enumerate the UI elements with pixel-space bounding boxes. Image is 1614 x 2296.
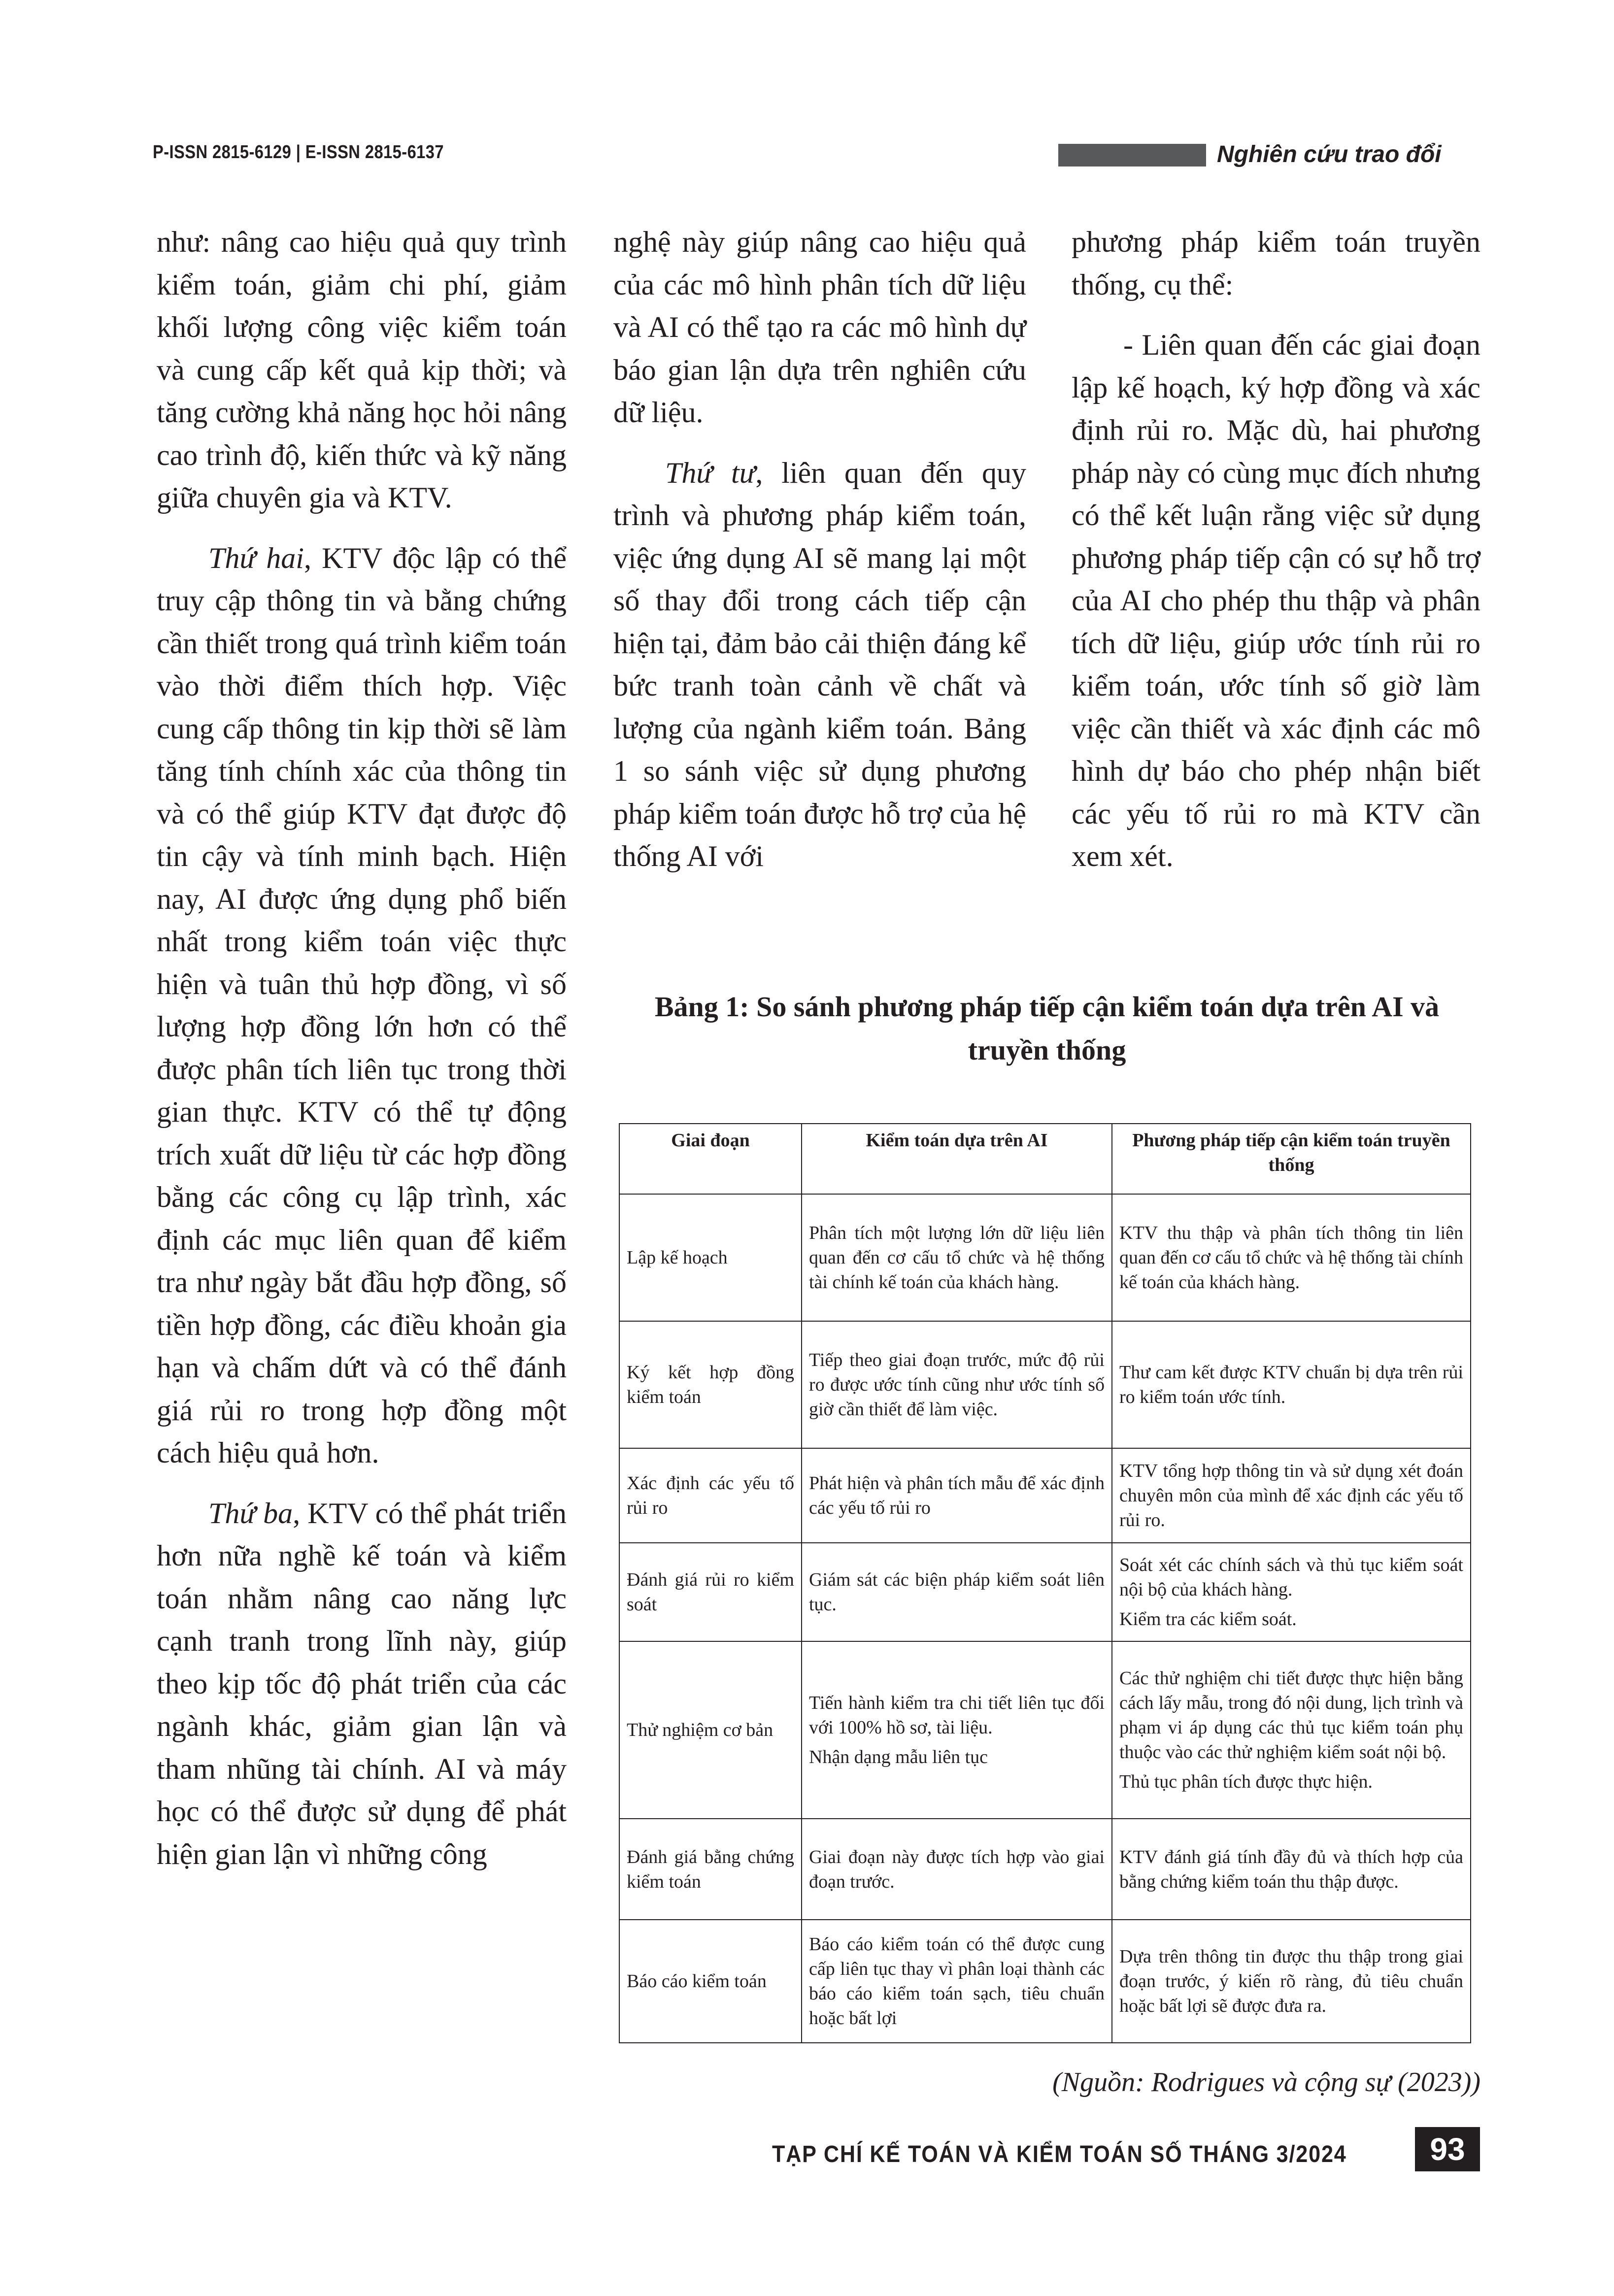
section-title: Nghiên cứu trao đổi — [1217, 141, 1442, 167]
ai-cell: Giám sát các biện pháp kiểm soát liên tục. — [802, 1543, 1112, 1641]
table-row — [619, 1321, 1471, 1448]
ai-cell — [802, 1641, 1112, 1819]
comparison-table — [619, 1123, 1471, 2043]
table-row — [619, 1194, 1471, 1321]
cell-line: Các thử nghiệm chi tiết được thực hiện bằng cách lấy mẫu, trong đó nội dung, lịch trình và phạm vi áp dụng các thủ tục kiểm toán phụ thuộc vào các thử nghiệm kiểm soát nội bộ. — [1119, 1668, 1463, 1763]
traditional-cell — [1112, 1641, 1471, 1819]
traditional-cell: KTV đánh giá tính đầy đủ và thích hợp của bằng chứng kiểm toán thu thập được. — [1112, 1819, 1471, 1920]
table-header-row — [619, 1124, 1471, 1194]
text-column-2 — [613, 221, 1026, 878]
paragraph — [157, 1492, 567, 1876]
paragraph-body: , KTV độc lập có thể truy cập thông tin và bằng chứng cần thiết trong quá trình kiểm toán vào thời điểm thích hợp. Việc cung cấp thông tin kịp thời sẽ làm tăng tính chính xác của thông tin và có thể giúp KTV đạt được độ tin cậy và tính minh bạch. Hiện nay, AI được ứng dụng phổ biến nhất trong kiểm toán việc thực hiện và tuân thủ hợp đồng, vì số lượng hợp đồng lớn hơn có thể được phân tích liên tục trong thời gian thực. KTV có thể tự động trích xuất dữ liệu từ các hợp đồng bằng các công cụ lập trình, xác định các mục liên quan để kiểm tra như ngày bắt đầu hợp đồng, số tiền hợp đồng, các điều khoản gia hạn và chấm dứt và có thể đánh giá rủi ro trong hợp đồng một cách hiệu quả hơn. — [157, 541, 567, 1469]
table-row — [619, 1920, 1471, 2043]
traditional-cell: KTV thu thập và phân tích thông tin liên quan đến cơ cấu tổ chức và hệ thống tài chính kế toán của khách hàng. — [1112, 1194, 1471, 1321]
paragraph-body: , liên quan đến quy trình và phương pháp kiểm toán, việc ứng dụng AI sẽ mang lại một số thay đổi trong cách tiếp cận hiện tại, đảm bảo cải thiện đáng kể bức tranh toàn cảnh về chất và lượng của ngành kiểm toán. Bảng 1 so sánh việc sử dụng phương pháp kiểm toán được hỗ trợ của hệ thống AI với — [613, 456, 1026, 872]
text-column-3 — [1072, 221, 1480, 878]
table-row — [619, 1819, 1471, 1920]
paragraph: như: nâng cao hiệu quả quy trình kiểm toán, giảm chi phí, giảm khối lượng công việc kiểm toán và cung cấp kết quả kịp thời; và tăng cường khả năng học hỏi nâng cao trình độ, kiến thức và kỹ năng giữa chuyên gia và KTV. — [157, 226, 567, 514]
paragraph: - Liên quan đến các giai đoạn lập kế hoạch, ký hợp đồng và xác định rủi ro. Mặc dù, hai phương pháp này có cùng mục đích nhưng có thể kết luận rằng việc sử dụng phương pháp tiếp cận có sự hỗ trợ của AI cho phép thu thập và phân tích dữ liệu, giúp ước tính rủi ro kiểm toán, ước tính số giờ làm việc cần thiết và xác định các mô hình dự báo cho phép nhận biết các yếu tố rủi ro mà KTV cần xem xét. — [1072, 329, 1480, 872]
traditional-cell — [1112, 1543, 1471, 1641]
cell-line: Soát xét các chính sách và thủ tục kiểm soát nội bộ của khách hàng. — [1119, 1555, 1463, 1600]
table-row — [619, 1543, 1471, 1641]
ai-cell: Tiếp theo giai đoạn trước, mức độ rủi ro được ước tính cũng như ước tính số giờ cần thiết để làm việc. — [802, 1321, 1112, 1448]
stage-cell: Đánh giá rủi ro kiểm soát — [619, 1543, 802, 1641]
paragraph: phương pháp kiểm toán truyền thống, cụ thể: — [1072, 226, 1480, 301]
ai-cell: Giai đoạn này được tích hợp vào giai đoạn trước. — [802, 1819, 1112, 1920]
cell-line: Nhận dạng mẫu liên tục — [809, 1747, 988, 1767]
text-column-1 — [157, 221, 567, 1875]
paragraph-lead: Thứ tư — [665, 456, 756, 489]
cell-line: Kiểm tra các kiểm soát. — [1119, 1609, 1297, 1630]
column-header: Kiểm toán dựa trên AI — [802, 1124, 1112, 1194]
table-row — [619, 1448, 1471, 1543]
journal-footer: TẠP CHÍ KẾ TOÁN VÀ KIỂM TOÁN SỐ THÁNG 3/2024 — [772, 2141, 1347, 2167]
traditional-cell: KTV tổng hợp thông tin và sử dụng xét đoán chuyên môn của mình để xác định các yếu tố rủi ro. — [1112, 1448, 1471, 1543]
page-number: 93 — [1415, 2127, 1480, 2171]
ai-cell: Phát hiện và phân tích mẫu để xác định các yếu tố rủi ro — [802, 1448, 1112, 1543]
ai-cell: Báo cáo kiểm toán có thể được cung cấp liên tục thay vì phân loại thành các báo cáo kiểm toán sạch, tiêu chuẩn hoặc bất lợi — [802, 1920, 1112, 2043]
traditional-cell: Thư cam kết được KTV chuẩn bị dựa trên rủi ro kiểm toán ước tính. — [1112, 1321, 1471, 1448]
stage-cell: Thử nghiệm cơ bản — [619, 1641, 802, 1819]
column-header: Phương pháp tiếp cận kiểm toán truyền thống — [1112, 1124, 1471, 1194]
traditional-cell: Dựa trên thông tin được thu thập trong giai đoạn trước, ý kiến rõ ràng, đủ tiêu chuẩn hoặc bất lợi sẽ được đưa ra. — [1112, 1920, 1471, 2043]
paragraph — [157, 537, 567, 1474]
ai-cell: Phân tích một lượng lớn dữ liệu liên quan đến cơ cấu tổ chức và hệ thống tài chính kế toán của khách hàng. — [802, 1194, 1112, 1321]
cell-line: Tiến hành kiểm tra chi tiết liên tục đối với 100% hồ sơ, tài liệu. — [809, 1693, 1105, 1738]
paragraph-lead: Thứ ba — [208, 1497, 293, 1530]
paragraph: nghệ này giúp nâng cao hiệu quả của các mô hình phân tích dữ liệu và AI có thể tạo ra các mô hình dự báo gian lận dựa trên nghiên cứu dữ liệu. — [613, 226, 1026, 429]
stage-cell: Ký kết hợp đồng kiểm toán — [619, 1321, 802, 1448]
stage-cell: Lập kế hoạch — [619, 1194, 802, 1321]
header-bar-decoration — [1058, 144, 1206, 166]
table-caption: Bảng 1: So sánh phương pháp tiếp cận kiểm toán dựa trên AI và truyền thống — [654, 991, 1440, 1066]
stage-cell: Xác định các yếu tố rủi ro — [619, 1448, 802, 1543]
column-header: Giai đoạn — [619, 1124, 802, 1194]
table-source-note: (Nguồn: Rodrigues và cộng sự (2023)) — [1052, 2067, 1480, 2097]
paragraph-lead: Thứ hai — [208, 541, 304, 574]
paragraph-body: , KTV có thể phát triển hơn nữa nghề kế toán và kiểm toán nhằm nâng cao năng lực cạnh tranh trong lĩnh này, giúp theo kịp tốc độ phát triển của các ngành khác, giảm gian lận và tham nhũng tài chính. AI và máy học có thể được sử dụng để phát hiện gian lận vì những công — [157, 1497, 567, 1870]
cell-line: Thủ tục phân tích được thực hiện. — [1119, 1771, 1373, 1792]
stage-cell: Báo cáo kiểm toán — [619, 1920, 802, 2043]
issn-line: P-ISSN 2815-6129 | E-ISSN 2815-6137 — [153, 142, 444, 163]
table-row — [619, 1641, 1471, 1819]
stage-cell: Đánh giá bằng chứng kiểm toán — [619, 1819, 802, 1920]
paragraph — [613, 452, 1026, 878]
